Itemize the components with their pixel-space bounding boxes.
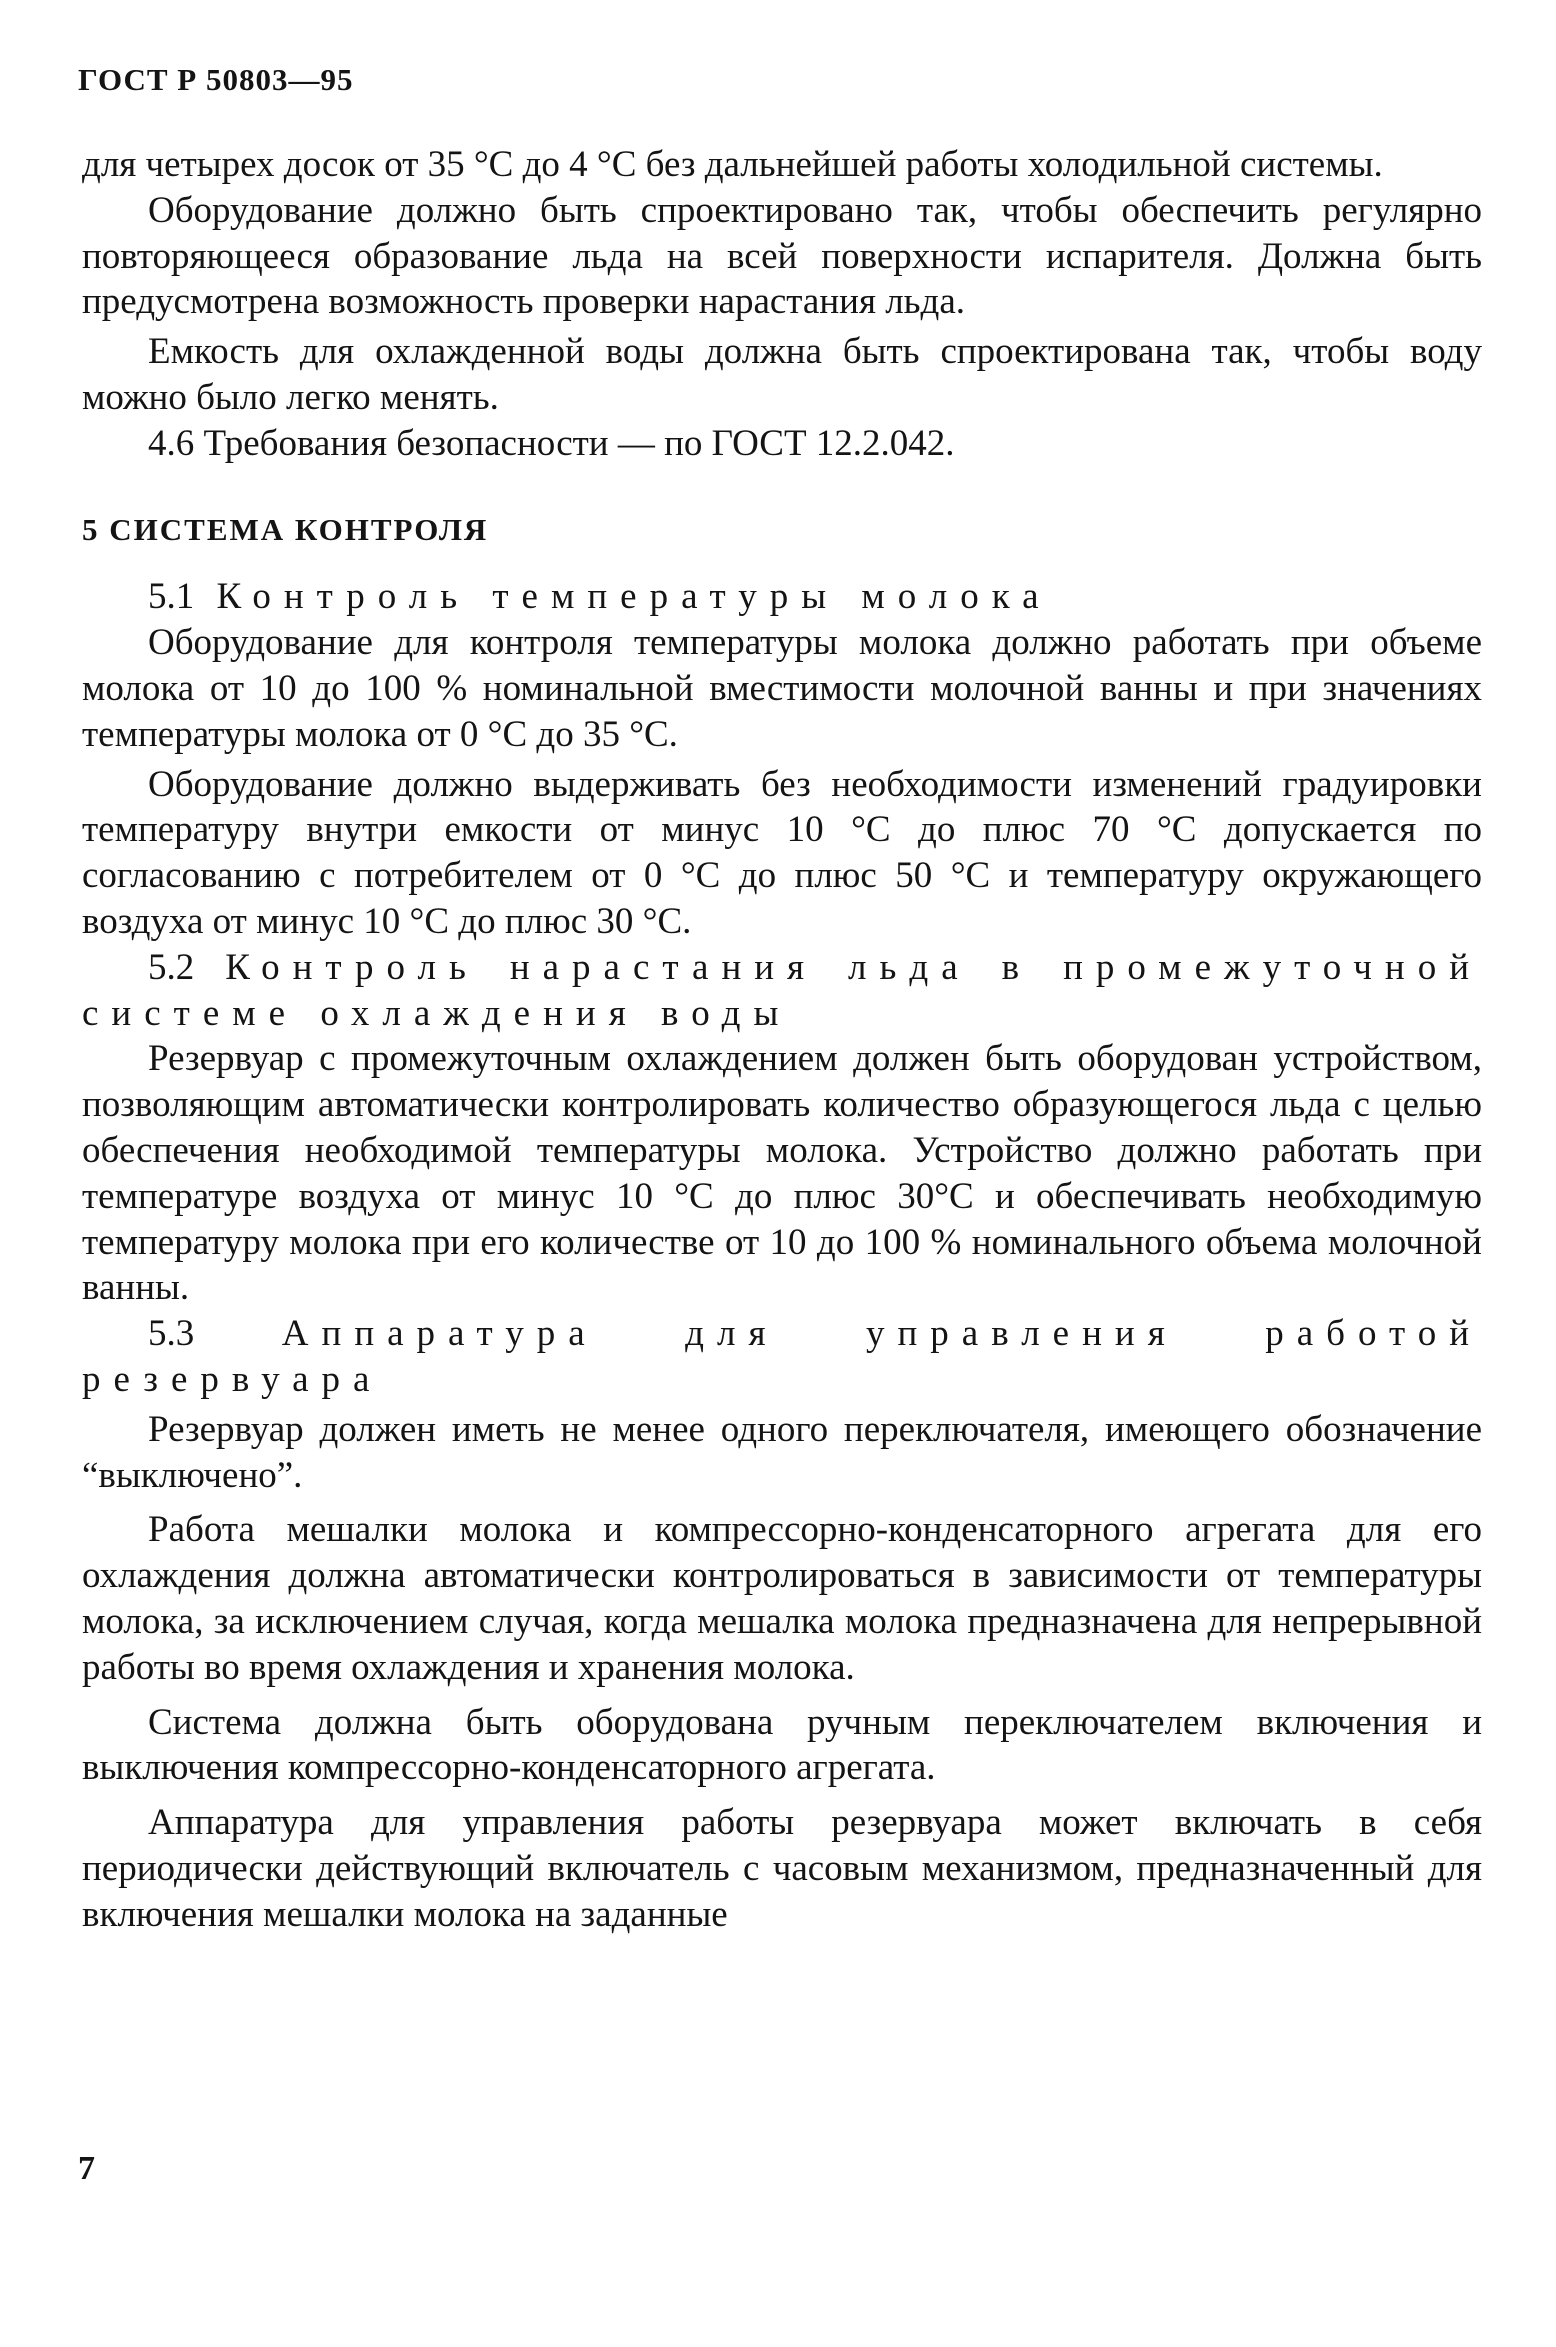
subsection-5-3-title — [82, 1311, 1482, 1403]
paragraph-5-2: Резервуар с промежуточным охлаждением должен быть оборудован устройством, позволяющим автоматически контролировать количество образующегося льда с целью обеспечения необходимой температуры молока. Устройство должно работать при температуре воздуха от минус 10 °С до плюс 30°С и обеспечивать необходимую температуру молока при его количестве от 10 до 100 % номинального объема молочной ванны. — [82, 1038, 1482, 1309]
subsection-number: 5.3 — [148, 1313, 195, 1355]
subsection-5-1-title — [82, 574, 1482, 620]
page-number: 7 — [78, 2150, 95, 2187]
paragraph-5-3-d: Аппаратура для управления работы резервуара может включать в себя периодически действующий включатель с часовым механизмом, предназначенный для включения мешалки молока на заданные — [82, 1802, 1482, 1935]
subsection-number: 5.2 — [148, 946, 195, 988]
clause-4-6: 4.6 Требования безопасности — по ГОСТ 12.2.042. — [148, 422, 955, 464]
subsection-5-2-title — [82, 945, 1482, 1037]
paragraph-ice-formation: Оборудование должно быть спроектировано так, чтобы обеспечить регулярно повторяющееся образование льда на всей поверхности испарителя. Должна быть предусмотрена возможность проверки нарастания льда. — [82, 189, 1482, 323]
paragraph-5-1-a: Оборудование для контроля температуры молока должно работать при объеме молока от 10 до 100 % номинальной вместимости молочной ванны и при значениях температуры молока от 0 °С до 35 °С. — [82, 622, 1482, 755]
paragraph-5-3-c: Система должна быть оборудована ручным переключателем включения и выключения компрессорно-конденсаторного агрегата. — [82, 1701, 1482, 1789]
paragraph-5-3-b: Работа мешалки молока и компрессорно-конденсаторного агрегата для его охлаждения должна автоматически контролироваться в зависимости от температуры молока, за исключением случая, когда мешалка молока предназначена для непрерывной работы во время охлаждения и хранения молока. — [82, 1509, 1482, 1688]
paragraph-5-3-a: Резервуар должен иметь не менее одного переключателя, имеющего обозначение “выключено”. — [82, 1408, 1482, 1496]
subsection-number: 5.1 — [148, 576, 195, 618]
document-body — [82, 142, 1482, 1937]
paragraph-5-1-b: Оборудование должно выдерживать без необходимости изменений градуировки температуру внутри емкости от минус 10 °С до плюс 70 °С допускается по согласованию с потребителем от 0 °С до плюс 50 °С и температуру окружающего воздуха от минус 10 °С до плюс 30 °С. — [82, 763, 1482, 942]
paragraph-continuation: для четырех досок от 35 °С до 4 °С без дальнейшей работы холодильной системы. — [82, 144, 1383, 185]
document-header: ГОСТ Р 50803—95 — [78, 62, 354, 97]
subsection-title: Контроль температуры молока — [216, 576, 1052, 618]
subsection-title: Контроль нарастания льда в промежуточной системе охлаждения воды — [82, 946, 1482, 1034]
paragraph-water-tank: Емкость для охлажденной воды должна быть спроектирована так, чтобы воду можно было легко менять. — [82, 331, 1482, 418]
subsection-title: Аппаратура для управления работой резервуара — [82, 1313, 1483, 1400]
section-heading: 5 СИСТЕМА КОНТРОЛЯ — [82, 511, 489, 547]
